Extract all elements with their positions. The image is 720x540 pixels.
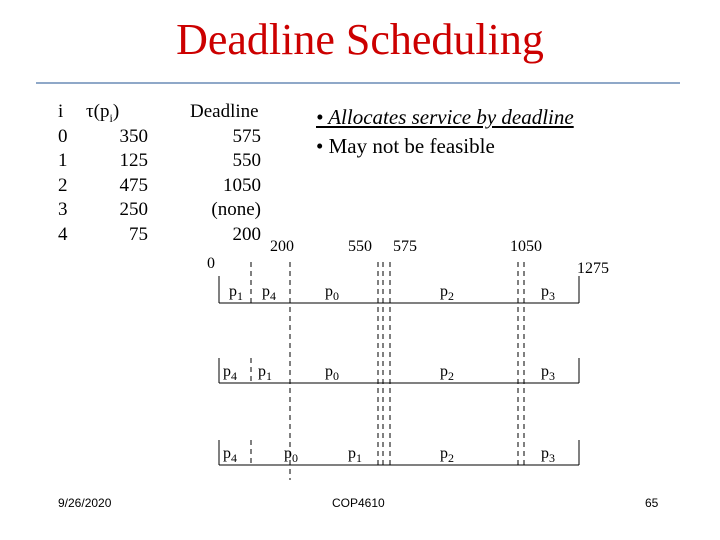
slot-label: $p_1$ bbox=[348, 445, 362, 466]
slot-label: $p_1$ bbox=[229, 283, 243, 304]
header-deadline: Deadline bbox=[190, 101, 259, 122]
header-i: i bbox=[58, 101, 64, 122]
tick-1050: 1050 bbox=[510, 238, 542, 255]
slot-label: $p_0$ bbox=[325, 283, 339, 304]
cell-tau: 75 bbox=[129, 223, 148, 245]
slot-label: $p_0$ bbox=[284, 445, 298, 466]
slot-label: $p_4$ bbox=[223, 445, 237, 466]
cell-i: 1 bbox=[58, 150, 68, 171]
tick-575: 575 bbox=[393, 238, 417, 255]
tick-200: 200 bbox=[270, 238, 294, 255]
cell-i: 4 bbox=[58, 223, 68, 245]
tick-0: 0 bbox=[207, 255, 215, 272]
cell-i: 0 bbox=[58, 125, 68, 147]
slot-label: $p_4$ bbox=[262, 283, 276, 304]
slot-label: $p_1$ bbox=[258, 363, 272, 384]
cell-deadline: 1050 bbox=[223, 174, 261, 196]
cell-tau: 125 bbox=[119, 150, 148, 171]
footer-page-number: 65 bbox=[645, 496, 659, 510]
cell-i: 3 bbox=[58, 199, 68, 220]
slot-label: $p_2$ bbox=[440, 445, 454, 466]
cell-tau: 350 bbox=[119, 125, 148, 147]
cell-tau: 250 bbox=[119, 199, 148, 220]
slot-label: $p_4$ bbox=[223, 363, 237, 384]
cell-i: 2 bbox=[58, 174, 68, 196]
slot-label: $p_2$ bbox=[440, 363, 454, 384]
footer-course: COP4610 bbox=[332, 496, 385, 510]
slot-label: $p_0$ bbox=[325, 363, 339, 384]
tick-1275: 1275 bbox=[577, 260, 609, 277]
cell-tau: 475 bbox=[119, 174, 148, 196]
cell-deadline: (none) bbox=[211, 199, 261, 220]
cell-deadline: 550 bbox=[232, 150, 261, 171]
tick-550: 550 bbox=[348, 238, 372, 255]
slot-label: $p_3$ bbox=[541, 445, 555, 466]
bullet-feasible: • May not be feasible bbox=[316, 134, 495, 158]
cell-deadline: 575 bbox=[232, 125, 261, 147]
slot-label: $p_3$ bbox=[541, 283, 555, 304]
footer-date: 9/26/2020 bbox=[58, 496, 112, 510]
cell-deadline: 200 bbox=[232, 223, 261, 245]
header-tau: $\tau(p_i)$ bbox=[86, 101, 120, 125]
slot-label: $p_3$ bbox=[541, 363, 555, 384]
slide-title: Deadline Scheduling bbox=[176, 15, 544, 64]
slot-label: $p_2$ bbox=[440, 283, 454, 304]
bullet-deadline: • Allocates service by deadline bbox=[316, 105, 574, 129]
